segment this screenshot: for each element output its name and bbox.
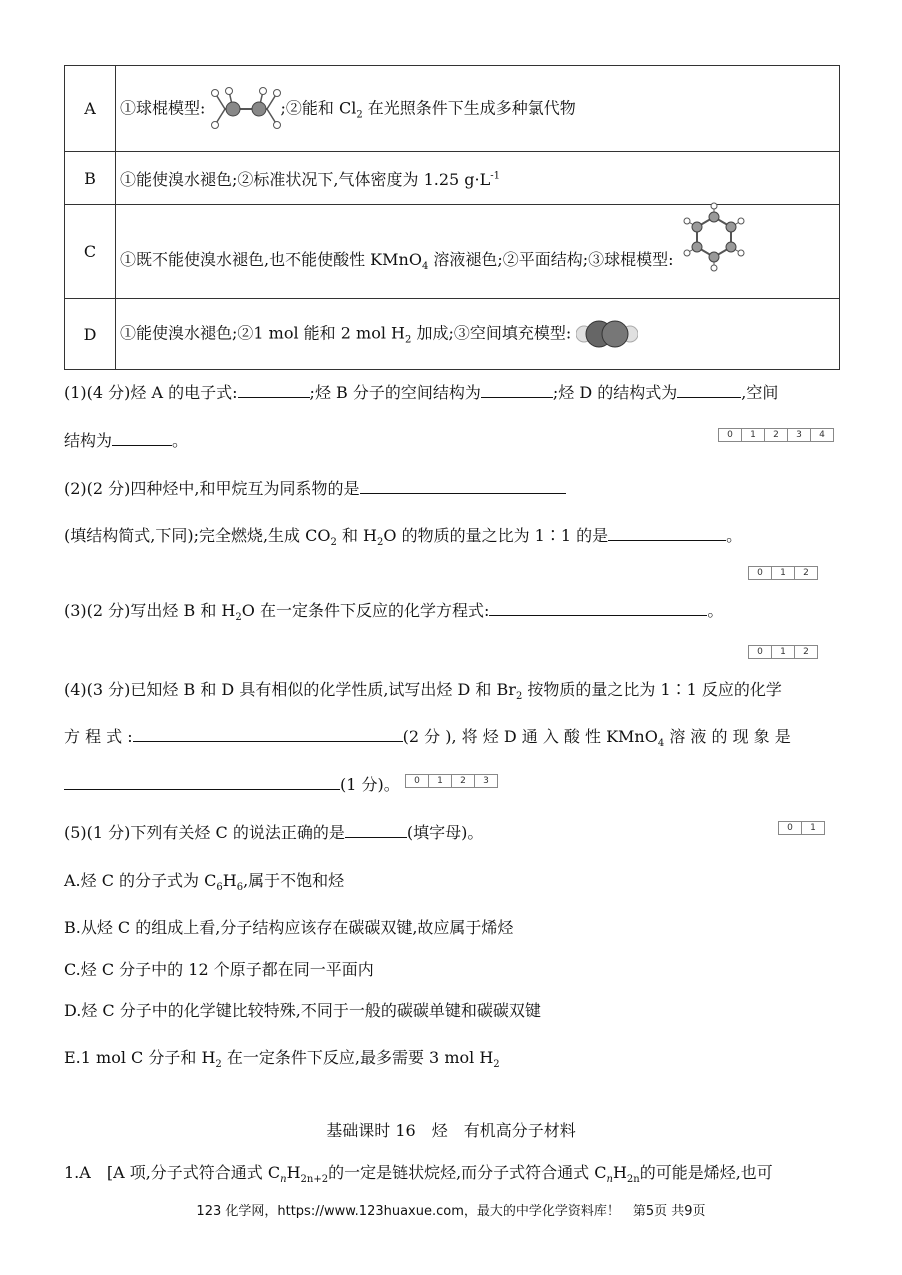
row-label: C <box>65 205 116 299</box>
answer-blank[interactable] <box>345 823 407 838</box>
option-d[interactable]: D.烃 C 分子中的化学键比较特殊,不同于一般的碳碳单键和碳碳双键 <box>64 1001 541 1020</box>
option-b[interactable]: B.从烃 C 的组成上看,分子结构应该存在碳碳双键,故应属于烯烃 <box>64 918 514 937</box>
score-box-q5[interactable]: 0 1 <box>778 821 825 835</box>
score-box-q4[interactable]: 0 1 2 3 <box>405 774 498 788</box>
question-4-cont2: (1 分)。 <box>64 772 400 795</box>
question-5: (5)(1 分)下列有关烃 C 的说法正确的是 (填字母)。 <box>64 823 484 842</box>
option-c[interactable]: C.烃 C 分子中的 12 个原子都在同一平面内 <box>64 960 374 979</box>
row-description: ①能使溴水褪色;②标准状况下,气体密度为 1.25 $g\cdot L^{-1}$ <box>116 152 840 205</box>
score-box-q2[interactable]: 0 1 2 <box>748 566 818 580</box>
benzene-ball-stick-model <box>679 202 749 272</box>
section-title: 基础课时 16 烃 有机高分子材料 <box>326 1121 576 1140</box>
question-3: (3)(2 分)写出烃 B 和 $H_2O$ 在一定条件下反应的化学方程式: 。 <box>64 601 724 624</box>
question-1-cont: 结构为 。 <box>64 431 189 450</box>
answer-explanation: 1.A [A 项,分子式符合通式 $C_nH_{2n+2}$的一定是链状烷烃,而分子式符合通式 $C_nH_{2n}$的可能是烯烃,也可 <box>64 1163 773 1186</box>
hydrocarbon-table <box>64 65 840 370</box>
row-description: ①能使溴水褪色;②1 mol 能和 2 mol $H_2$ 加成;③空间填充模型: <box>116 299 840 370</box>
score-box-q3[interactable]: 0 1 2 <box>748 645 818 659</box>
answer-blank[interactable] <box>360 479 566 494</box>
score-box-q1[interactable]: 0 1 2 3 4 <box>718 428 834 442</box>
answer-blank[interactable] <box>608 526 726 541</box>
answer-blank[interactable] <box>133 727 403 742</box>
row-description: ①球棍模型: ;②能和 $Cl_2$ 在光照条件下生成多种氯代物 <box>116 66 840 152</box>
answer-blank[interactable] <box>112 431 172 446</box>
ethane-ball-stick-model <box>211 87 281 131</box>
answer-blank[interactable] <box>64 775 340 790</box>
option-e[interactable]: E.1 mol C 分子和 $H_2$ 在一定条件下反应,最多需要 3 mol $H_2$ <box>64 1048 500 1071</box>
row-label: A <box>65 66 116 152</box>
question-4-cont: 方 程 式 : (2 分 ), 将 烃 D 通 入 酸 性 KMnO$_4$ 溶 液 的 现 象 是 <box>64 727 791 750</box>
table-row <box>65 66 840 152</box>
row-description: ①既不能使溴水褪色,也不能使酸性 KMnO$_4$ 溶液褪色;②平面结构;③球棍模型: <box>116 205 840 299</box>
answer-blank[interactable] <box>677 383 741 398</box>
answer-blank[interactable] <box>481 383 553 398</box>
question-2-cont: (填结构简式,下同);完全燃烧,生成 $CO_2$ 和 $H_2O$ 的物质的量之比为 1∶1 的是 。 <box>64 526 743 549</box>
question-4: (4)(3 分)已知烃 B 和 D 具有相似的化学性质,试写出烃 D 和 $Br_2$ 按物质的量之比为 1∶1 反应的化学 <box>64 680 782 703</box>
row-label: B <box>65 152 116 205</box>
table-row <box>65 299 840 370</box>
page-footer: 123 化学网，https://www.123huaxue.com，最大的中学化学资料库！ 第5页 共9页 <box>196 1204 706 1219</box>
row-label: D <box>65 299 116 370</box>
option-a[interactable]: A.烃 C 的分子式为 $C_6H_6$,属于不饱和烃 <box>64 871 345 894</box>
answer-blank[interactable] <box>238 383 310 398</box>
question-1: (1)(4 分)烃 A 的电子式: ;烃 B 分子的空间结构为 ;烃 D 的结构式为 ,空间 <box>64 383 779 402</box>
answer-blank[interactable] <box>489 601 707 616</box>
table-row <box>65 152 840 205</box>
acetylene-space-filling-model <box>576 319 638 349</box>
table-row <box>65 205 840 299</box>
question-2: (2)(2 分)四种烃中,和甲烷互为同系物的是 <box>64 476 566 499</box>
